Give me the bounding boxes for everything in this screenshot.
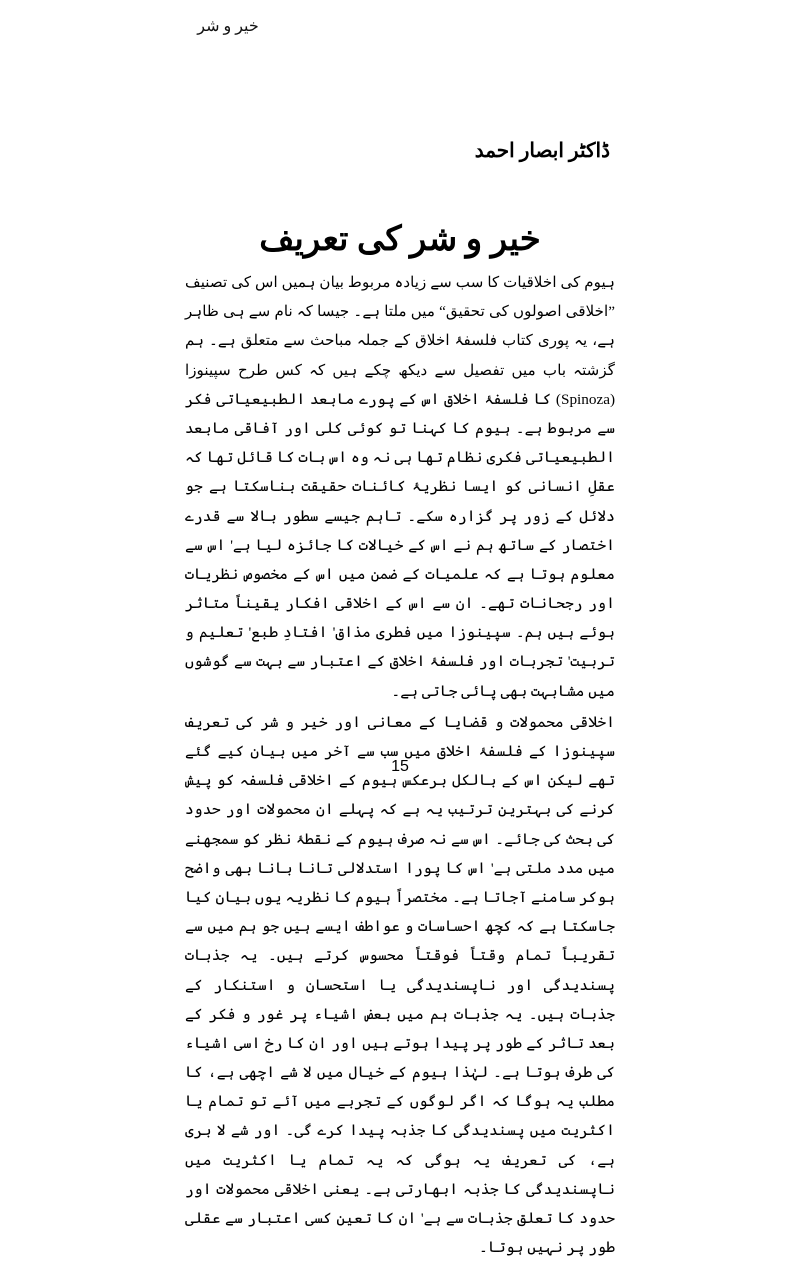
paragraph: اخلاقی محمولات و قضایا کے معانی اور خیر و شر کی تعریف سپینوزا کے فلسفۂ اخلاق میں سب سے آخر میں بیان کیے گئے تھے لیکن اس کے بالکل برعکس ہیوم کے اخلاقی فلسفہ کو پیش کرنے کی بہترین ترتیب یہ ہے کہ پہلے ان محمولات اور حدود کی بحث کی جائے۔ اس سے نہ صرف ہیوم کے نقطۂ نظر کو سمجھنے میں مدد ملتی ہے' اس کا پورا استدلالی تانا بانا بھی واضح ہوکر سامنے آجاتا ہے۔ مختصراً ہیوم کا نظریہ یوں بیان کیا جاسکتا ہے کہ کچھ احساسات و عواطف ایسے ہیں جو ہم میں سے تقریباً تمام وقتاً فوقتاً محسوس کرتے ہیں۔ یہ جذبات پسندیدگی اور ناپسندیدگی یا استحسان و استنکار کے جذبات ہیں۔ یہ جذبات ہم میں بعض اشیاء پر غور و فکر کے بعد تاثر کے طور پر پیدا ہوتے ہیں اور ان کا رخ اسی اشیاء کی طرف ہوتا ہے۔ لہٰذا ہیوم کے خیال میں لا شے اچھی ہے، کا مطلب یہ ہوگا کہ اگر لوگوں کے تجربے میں آئے تو تمام یا اکثریت میں پسندیدگی کا جذبہ پیدا کرے گی۔ اور شے لا بری ہے، کی تعریف یہ ہوگی کہ یہ تمام یا اکثریت میں ناپسندیدگی کا جذبہ ابھارتی ہے۔ یعنی اخلاقی محمولات اور حدود کا تعلق جذبات سے ہے' ان کا تعین کسی اعتبار سے عقلی طور پر نہیں ہوتا۔: [185, 713, 615, 1257]
author-line: ڈاکٹر ابصار احمد: [474, 140, 610, 162]
page-number: 15: [391, 758, 409, 775]
page-title: خیر و شر کی تعریف: [259, 220, 541, 258]
running-header: خیر و شر: [197, 18, 259, 35]
paragraph: ہیوم کی اخلاقیات کا سب سے زیادہ مربوط بیان ہمیں اس کی تصنیف ”اخلاقی اصولوں کی تحقیق“ میں ملتا ہے۔ جیسا کہ نام سے ہی ظاہر ہے، یہ پوری کتاب فلسفۂ اخلاق کے جملہ مباحث سے متعلق ہے۔ ہم گزشتہ باب میں تفصیل سے دیکھ چکے ہیں کہ کس طرح سپینوزا (Spinoza) کا فلسفۂ اخلاق اس کے پورے مابعد الطبیعیاتی فکر سے مربوط ہے۔ ہیوم کا کہنا تو کوئی کلی اور آفاقی مابعد الطبیعیاتی فکری نظام تھا ہی نہ وہ اس بات کا قائل تھا کہ عقلِ انسانی کو ایسا نظریۂ کائنات حقیقت بناسکتا ہے جو دلائل کے زور پر گزارہ سکے۔ تاہم جیسے سطور بالا سے قدرے اختصار کے ساتھ ہم نے اس کے خیالات کا جائزہ لیا ہے' اس سے معلوم ہوتا ہے کہ علمیات کے ضمن میں اس کے مخصوص نظریات اور رجحانات تھے۔ ان سے اس کے اخلاقی افکار یقیناً متاثر ہوئے ہیں ہم۔ سپینوزا میں فطری مذاق' افتادِ طبع' تعلیم و تربیت' تجربات اور فلسفۂ اخلاق کے اعتبار سے بہت سے گوشوں میں مشابہت بھی پائی جاتی ہے۔: [185, 274, 615, 700]
